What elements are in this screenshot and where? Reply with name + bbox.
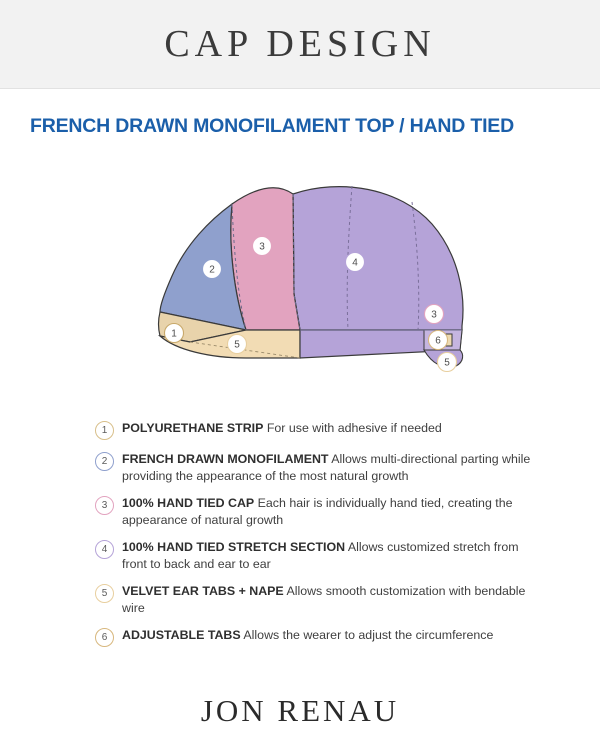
legend-title-3: 100% HAND TIED CAP bbox=[122, 496, 255, 510]
legend-title-6: ADJUSTABLE TABS bbox=[122, 628, 241, 642]
callout-1-label: 1 bbox=[171, 328, 177, 340]
brand-wordmark: JON RENAU bbox=[200, 693, 400, 728]
legend-badge-2: 2 bbox=[95, 452, 114, 471]
legend-desc-1: For use with adhesive if needed bbox=[266, 421, 442, 435]
callout-3b-label: 3 bbox=[431, 309, 437, 321]
legend-title-5: VELVET EAR TABS + NAPE bbox=[122, 584, 284, 598]
legend-text-6 bbox=[122, 627, 493, 644]
legend-desc-6: Allows the wearer to adjust the circumference bbox=[243, 628, 494, 642]
callout-2-label: 2 bbox=[209, 264, 215, 276]
legend-badge-1: 1 bbox=[95, 421, 114, 440]
callout-6 bbox=[429, 331, 448, 350]
page-header bbox=[0, 0, 600, 89]
hand-tied-cap-region bbox=[231, 188, 300, 330]
legend-item-french-drawn-monofilament bbox=[95, 451, 560, 484]
legend-desc-3: Each hair is individually hand tied, creating the appearance of natural growth bbox=[122, 496, 513, 527]
legend-item-hand-tied-cap bbox=[95, 495, 560, 528]
legend-text-3 bbox=[122, 495, 542, 528]
legend-text-2 bbox=[122, 451, 542, 484]
callout-3a-label: 3 bbox=[259, 241, 265, 253]
legend-title-1: POLYURETHANE STRIP bbox=[122, 421, 264, 435]
cap-illustration bbox=[159, 186, 463, 372]
legend-desc-5: Allows smooth customization with bendable wire bbox=[122, 584, 526, 615]
callout-3-right bbox=[425, 305, 444, 324]
legend-desc-2: Allows multi-directional parting while providing the appearance of the most natural growth bbox=[122, 452, 531, 483]
callout-1 bbox=[165, 324, 184, 343]
legend-item-velvet-ear-tabs-nape bbox=[95, 583, 560, 616]
legend-badge-5: 5 bbox=[95, 584, 114, 603]
legend-item-hand-tied-stretch-section bbox=[95, 539, 560, 572]
legend-title-2: FRENCH DRAWN MONOFILAMENT bbox=[122, 452, 329, 466]
legend-desc-4: Allows customized stretch from front to back and ear to ear bbox=[122, 540, 519, 571]
legend-list bbox=[0, 414, 600, 672]
legend-text-1 bbox=[122, 420, 442, 437]
callout-5-tab bbox=[438, 353, 457, 372]
callout-2 bbox=[203, 260, 222, 279]
callout-4-label: 4 bbox=[352, 257, 358, 269]
legend-badge-6: 6 bbox=[95, 628, 114, 647]
page-title: CAP DESIGN bbox=[164, 23, 436, 65]
cap-type-subtitle: FRENCH DRAWN MONOFILAMENT TOP / HAND TIED bbox=[30, 115, 514, 137]
legend-badge-3: 3 bbox=[95, 496, 114, 515]
legend-item-polyurethane-strip bbox=[95, 420, 560, 440]
callout-5a-label: 5 bbox=[234, 339, 240, 351]
wig-cap-diagram bbox=[0, 144, 600, 414]
legend-text-4 bbox=[122, 539, 542, 572]
subtitle-container bbox=[0, 89, 600, 144]
callout-5b-label: 5 bbox=[444, 357, 450, 369]
callout-6-label: 6 bbox=[435, 335, 441, 347]
page-footer bbox=[0, 672, 600, 750]
callout-5-nape bbox=[228, 335, 247, 354]
legend-badge-4: 4 bbox=[95, 540, 114, 559]
legend-title-4: 100% HAND TIED STRETCH SECTION bbox=[122, 540, 346, 554]
callout-4 bbox=[346, 253, 365, 272]
legend-item-adjustable-tabs bbox=[95, 627, 560, 647]
callout-3-top bbox=[253, 237, 272, 256]
legend-text-5 bbox=[122, 583, 542, 616]
